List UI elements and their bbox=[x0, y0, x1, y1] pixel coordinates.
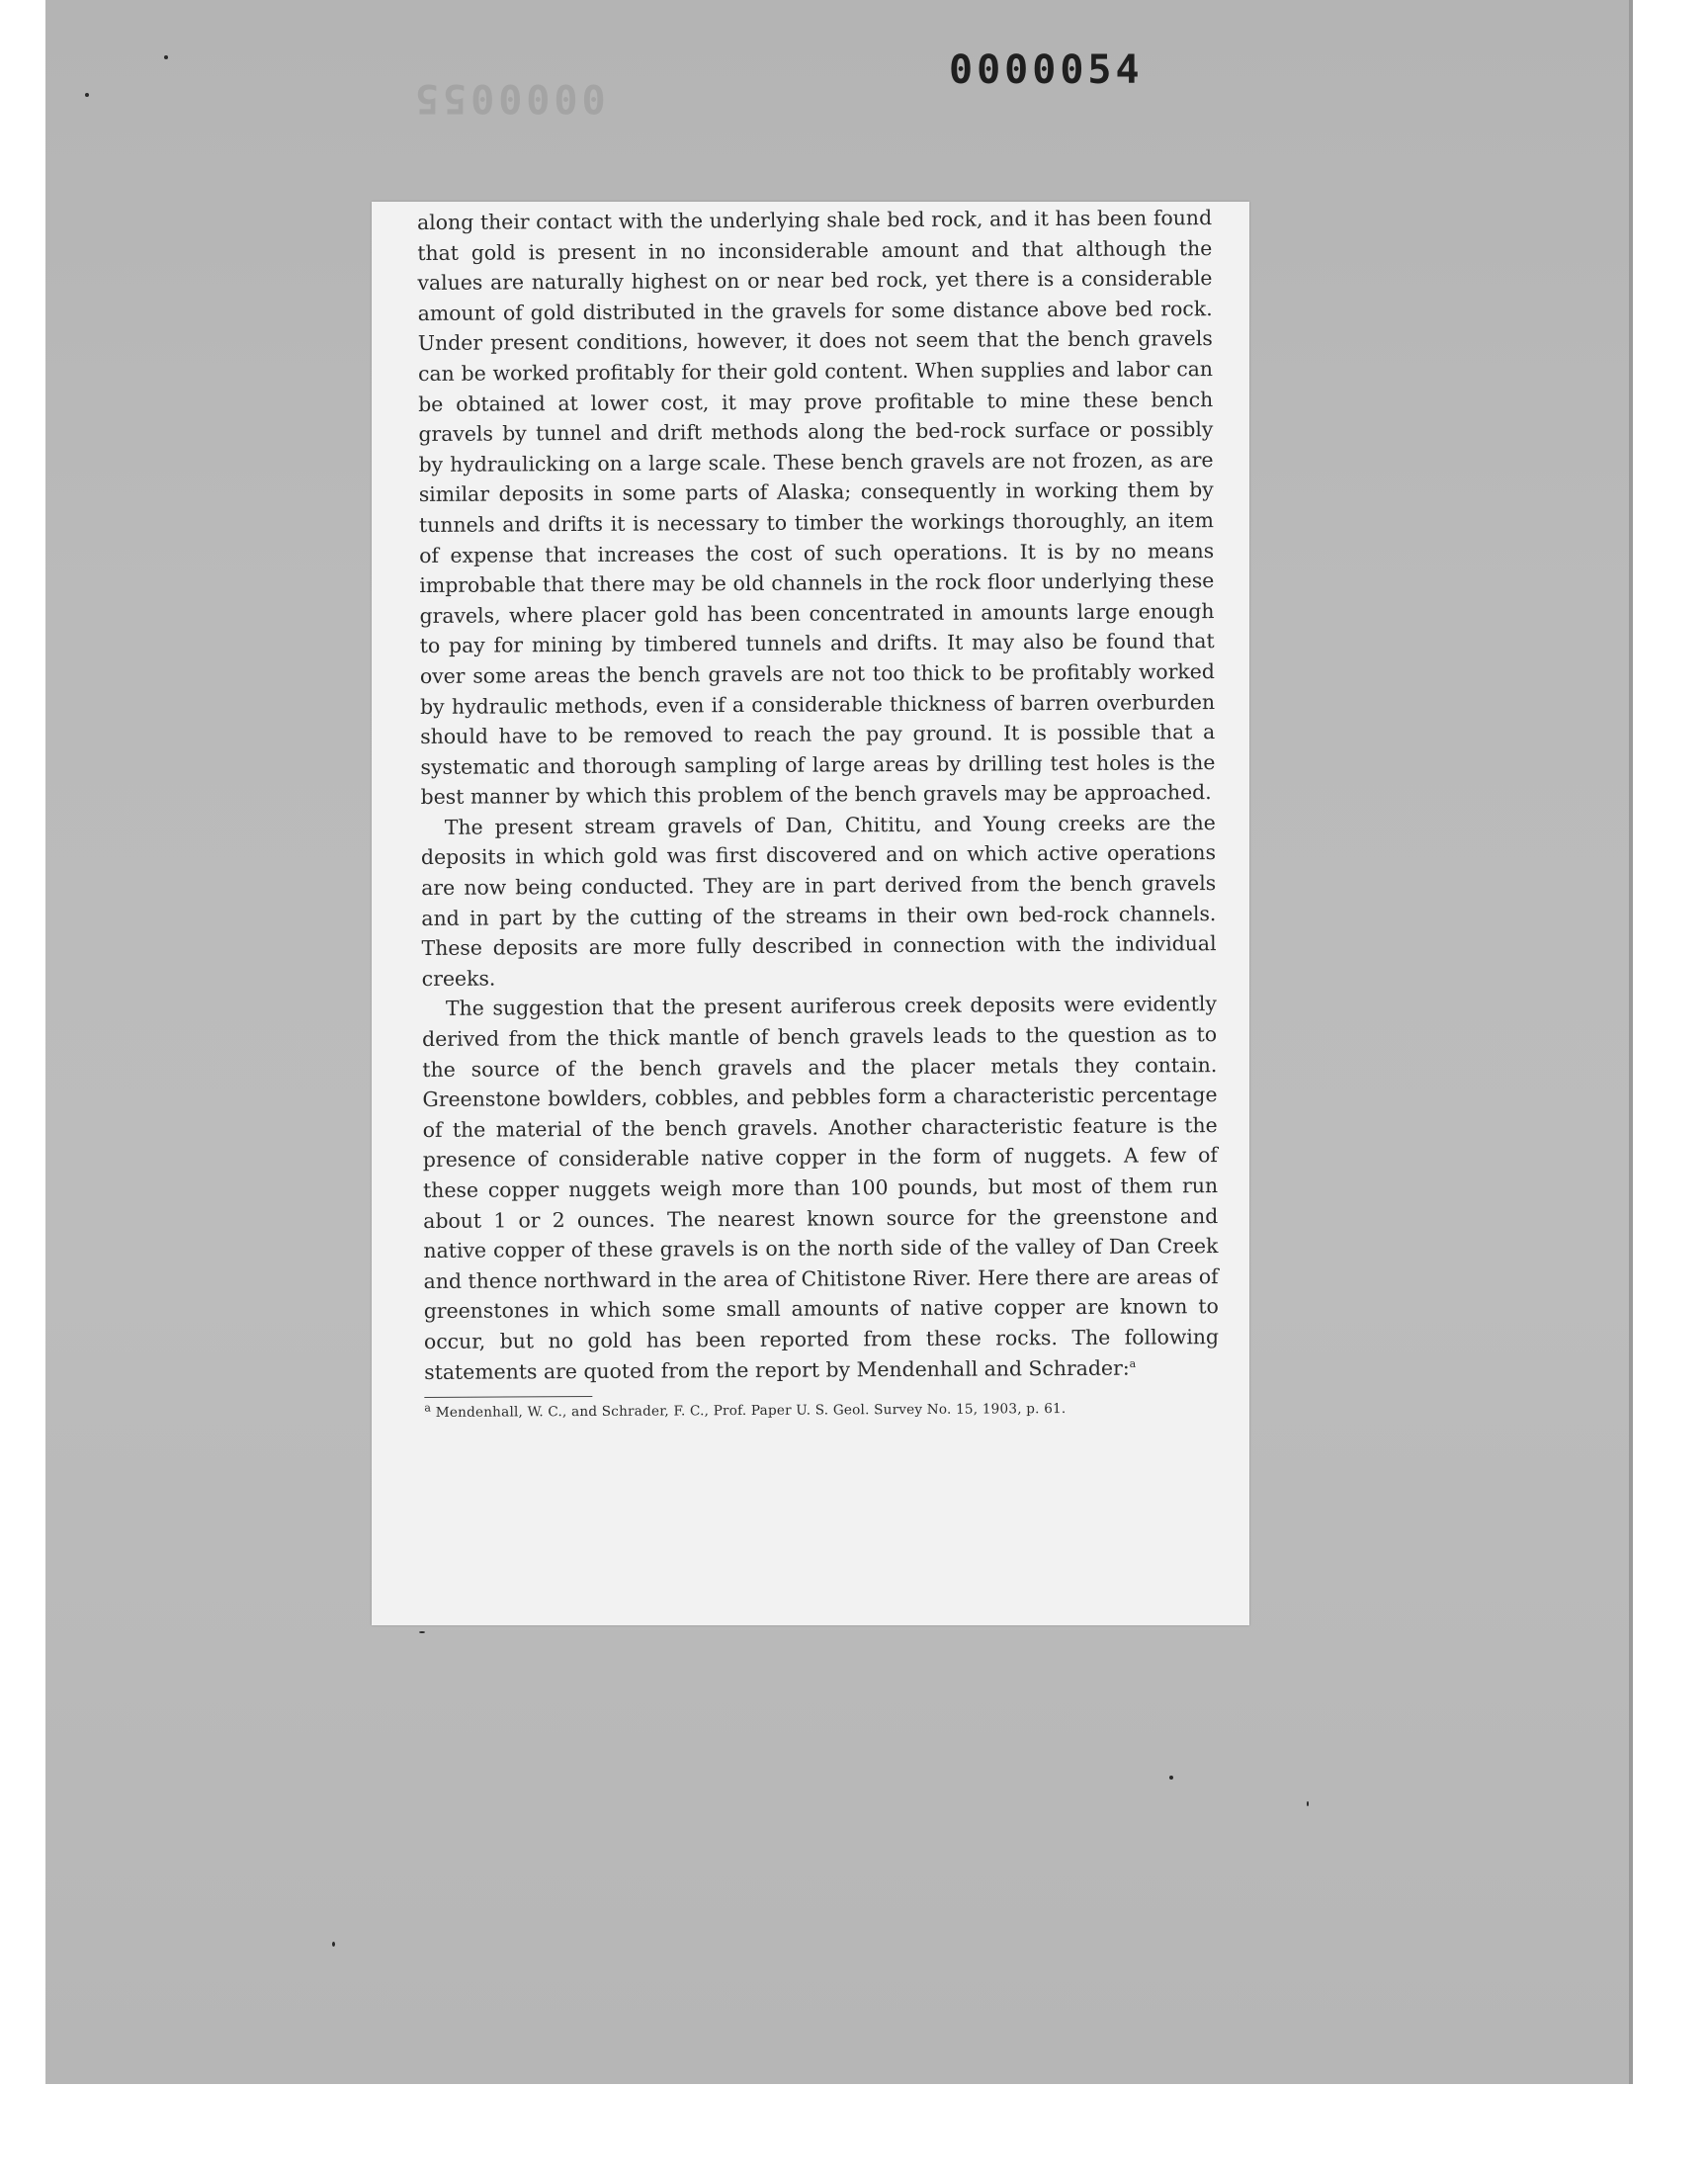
footnote-marker: a bbox=[424, 1401, 432, 1415]
footnote bbox=[424, 1399, 1219, 1423]
document-number-stamp: 0000054 bbox=[949, 47, 1144, 93]
dust-speck bbox=[332, 1942, 335, 1947]
scan-edge bbox=[1629, 0, 1633, 2084]
dust-speck bbox=[419, 1631, 425, 1633]
dust-speck bbox=[164, 55, 168, 59]
footnote-rule bbox=[424, 1396, 592, 1398]
dust-speck bbox=[85, 93, 89, 97]
bleed-through-stamp: 0000055 bbox=[411, 75, 606, 121]
text-page bbox=[372, 202, 1249, 1625]
footnote-marker: a bbox=[1129, 1356, 1137, 1370]
dust-speck bbox=[1169, 1776, 1173, 1780]
paragraph-text: The suggestion that the present auriferous creek deposits were evidently derived from the thick mantle of bench gravels leads to the question as to the source of the bench gravels and the placer metals they contain. Greenstone bowlders, cobbles, and pebbles form a characteristic percentage of the material of the bench gravels. Another characteristic feature is the presence of considerable native copper in the form of nuggets. A few of these copper nuggets weigh more than 100 pounds, but most of them run about 1 or 2 ounces. The nearest known source for the greenstone and native copper of these gravels is on the north side of the valley of Dan Creek and thence northward in the area of Chitistone River. Here there are areas of greenstones in which some small amounts of native copper are known to occur, but no gold has been reported from these rocks. The following statements are quoted from the report by Mendenhall and Schrader: bbox=[422, 992, 1220, 1384]
body-text bbox=[417, 203, 1219, 1423]
paragraph: The present stream gravels of Dan, Chititu, and Young creeks are the deposits in which gold was first discovered and on which active operations are now being conducted. They are in part derived from the bench gravels and in part by the cutting of the streams in their own bed-rock channels. These deposits are more fully described in connection with the individual creeks. bbox=[420, 810, 1217, 991]
paragraph bbox=[422, 990, 1219, 1388]
dust-speck bbox=[1307, 1801, 1309, 1806]
paragraph: along their contact with the underlying shale bed rock, and it has been found that gold is present in no inconsiderable amount and that although the values are naturally highest on or near bed rock, yet there is a considerable amount of gold distributed in the gravels for some distance above bed rock. Under present conditions, however, it does not seem that the bench gravels can be worked profitably for their gold content. When supplies and labor can be obtained at lower cost, it may prove profitable to mine these bench gravels by tunnel and drift methods along the bed-rock surface or possibly by hydraulicking on a large scale. These bench gravels are not frozen, as are similar deposits in some parts of Alaska; consequently in working them by tunnels and drifts it is necessary to timber the workings thoroughly, an item of expense that increases the cost of such operations. It is by no means improbable that there may be old channels in the rock floor underlying these gravels, where placer gold has been concentrated in amounts large enough to pay for mining by timbered tunnels and drifts. It may also be found that over some areas the bench gravels are not too thick to be profitably worked by hydraulic methods, even if a considerable thickness of barren overburden should have to be removed to reach the pay ground. It is possible that a systematic and thorough sampling of large areas by drilling test holes is the best manner by which this problem of the bench gravels may be approached. bbox=[417, 206, 1216, 810]
footnote-text: Mendenhall, W. C., and Schrader, F. C., Prof. Paper U. S. Geol. Survey No. 15, 1903, p. 61. bbox=[435, 1401, 1067, 1422]
